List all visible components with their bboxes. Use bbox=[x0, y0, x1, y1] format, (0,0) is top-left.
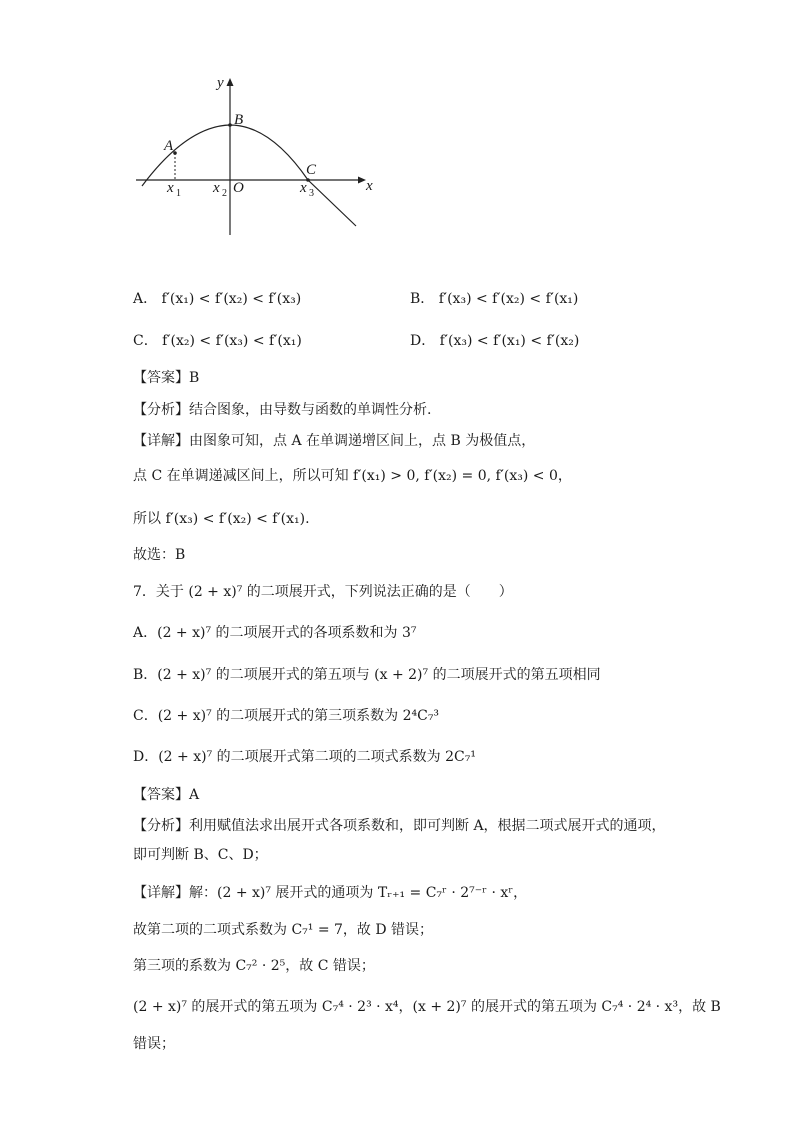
detail-6-line4: 故选：B bbox=[133, 547, 186, 563]
option-6b: B． f′(x₃) < f′(x₂) < f′(x₁) bbox=[410, 291, 579, 307]
answer-6: 【答案】B bbox=[133, 370, 200, 386]
option-7a: A．(2 + x)⁷ 的二项展开式的各项系数和为 3⁷ bbox=[133, 625, 417, 641]
x-axis-arrow bbox=[358, 177, 366, 184]
point-c bbox=[306, 178, 310, 182]
label-c: C bbox=[306, 162, 317, 178]
question-7-stem: 7．关于 (2 + x)⁷ 的二项展开式，下列说法正确的是（ ） bbox=[133, 584, 513, 600]
option-6d: D． f′(x₃) < f′(x₁) < f′(x₂) bbox=[410, 333, 580, 349]
label-x2: x bbox=[213, 180, 220, 196]
function-graph bbox=[120, 68, 380, 238]
label-x1: x bbox=[167, 180, 174, 196]
option-7d: D．(2 + x)⁷ 的二项展开式第二项的二项式系数为 2C₇¹ bbox=[133, 749, 476, 765]
detail-7-line3: 第三项的系数为 C₇² · 2⁵，故 C 错误； bbox=[133, 958, 375, 974]
analysis-7-line2: 即可判断 B、C、D； bbox=[133, 847, 268, 863]
label-x3-sub: 3 bbox=[309, 188, 314, 199]
label-x1-sub: 1 bbox=[176, 188, 181, 199]
label-x: x bbox=[366, 178, 373, 194]
label-x2-sub: 2 bbox=[222, 188, 227, 199]
point-a bbox=[173, 151, 177, 155]
option-7b: B．(2 + x)⁷ 的二项展开式的第五项与 (x + 2)⁷ 的二项展开式的第五项相同 bbox=[133, 667, 601, 683]
y-axis-arrow bbox=[227, 78, 234, 86]
detail-6-line1: 【详解】由图象可知，点 A 在单调递增区间上，点 B 为极值点， bbox=[133, 433, 536, 449]
answer-7: 【答案】A bbox=[133, 787, 200, 803]
detail-7-line2: 故第二项的二项式系数为 C₇¹ = 7，故 D 错误； bbox=[133, 922, 434, 938]
option-6c: C． f′(x₂) < f′(x₃) < f′(x₁) bbox=[133, 333, 302, 349]
option-6a: A． f′(x₁) < f′(x₂) < f′(x₃) bbox=[133, 291, 302, 307]
detail-6-line2: 点 C 在单调递减区间上，所以可知 f′(x₁) > 0, f′(x₂) = 0, f′(x₃) < 0， bbox=[133, 468, 572, 484]
option-7c: C．(2 + x)⁷ 的二项展开式的第三项系数为 2⁴C₇³ bbox=[133, 708, 440, 724]
detail-7-line5: 错误； bbox=[133, 1036, 175, 1052]
analysis-6: 【分析】结合图象，由导数与函数的单调性分析. bbox=[133, 402, 432, 418]
detail-7-line4: (2 + x)⁷ 的展开式的第五项为 C₇⁴ · 2³ · x⁴，(x + 2)⁷ 的展开式的第五项为 C₇⁴ · 2⁴ · x³，故 B bbox=[133, 999, 721, 1015]
label-a: A bbox=[164, 138, 174, 154]
label-y: y bbox=[217, 75, 224, 91]
label-x3: x bbox=[300, 180, 307, 196]
curve bbox=[142, 125, 356, 226]
detail-6-line3: 所以 f′(x₃) < f′(x₂) < f′(x₁). bbox=[133, 511, 310, 527]
label-b: B bbox=[234, 112, 244, 128]
analysis-7-line1: 【分析】利用赋值法求出展开式各项系数和，即可判断 A，根据二项式展开式的通项， bbox=[133, 818, 666, 834]
point-b bbox=[228, 123, 232, 127]
detail-7-line1: 【详解】解：(2 + x)⁷ 展开式的通项为 Tᵣ₊₁ = C₇ʳ · 2⁷⁻ʳ · xʳ， bbox=[133, 885, 528, 901]
label-origin: O bbox=[233, 180, 244, 196]
